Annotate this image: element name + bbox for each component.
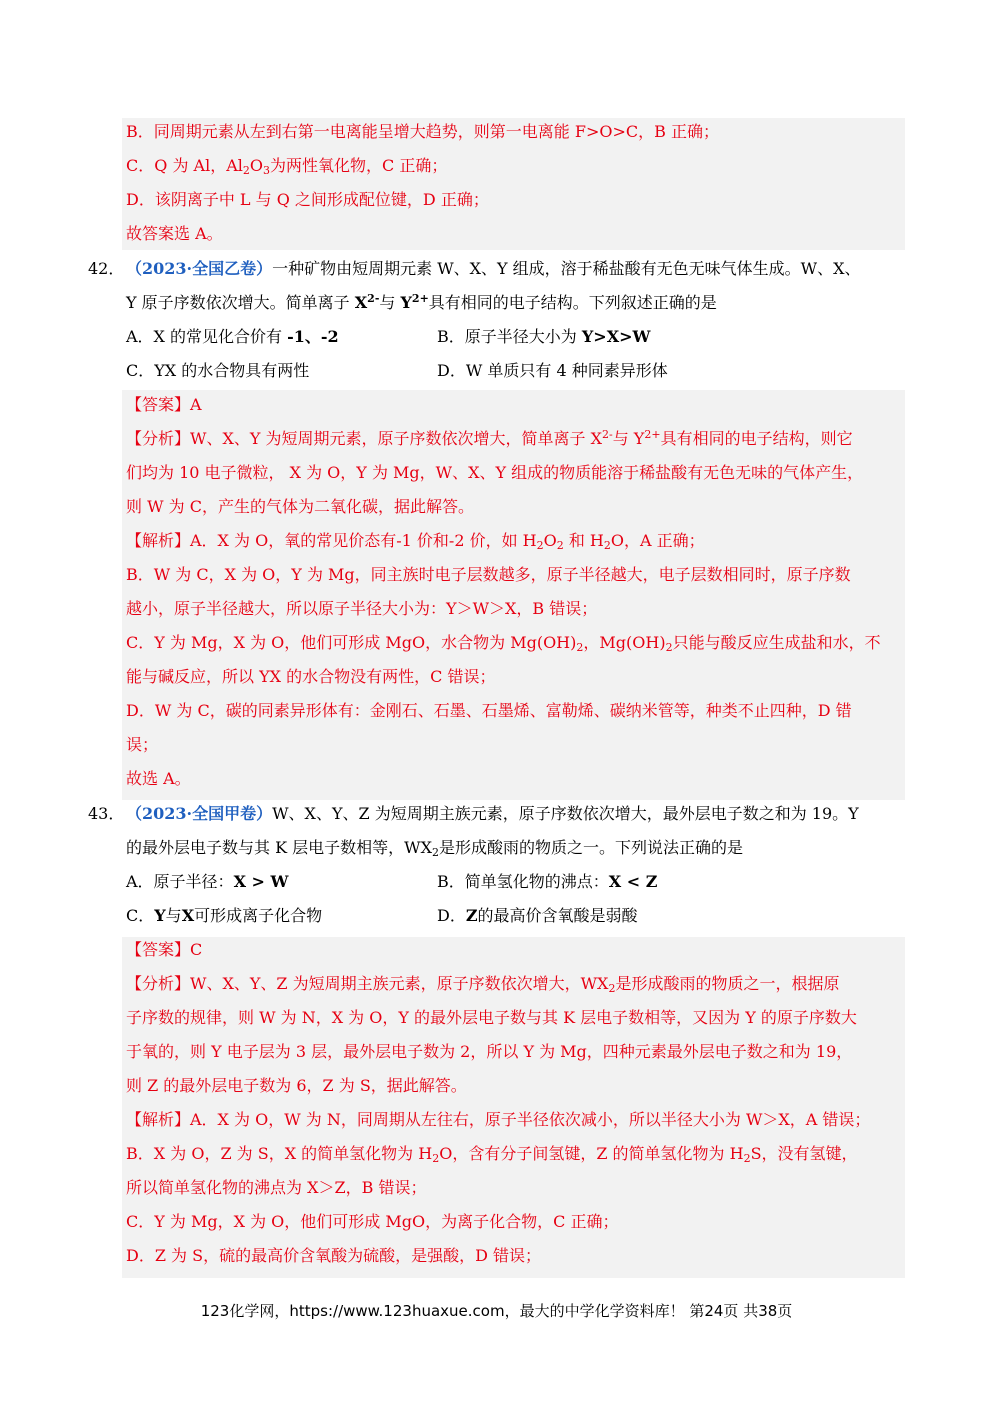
q42-analysis-line1: 【分析】W、X、Y 为短周期元素，原子序数依次增大，简单离子 $X^{2-}$与 $Y^{2+}$具有相同的电子结构，则它 (126, 428, 853, 448)
q42-explain-b-line1: B．W 为 C，X 为 O，Y 为 Mg，同主族时电子层数越多，原子半径越大，电子层数相同时，原子序数 (126, 565, 851, 584)
q43-analysis-line4: 则 Z 的最外层电子数为 6，Z 为 S，据此解答。 (126, 1076, 467, 1095)
q42-analysis-line2: 们均为 10 电子微粒， X 为 O，Y 为 Mg，W、X、Y 组成的物质能溶于稀盐酸有无色无味的气体产生， (126, 463, 864, 482)
prev-final-answer: 故答案选 A。 (126, 224, 223, 243)
q42-number: 42． (88, 259, 125, 278)
q43-analysis-line2: 子序数的规律，则 W 为 N，X 为 O，Y 的最外层电子数与其 K 层电子数相等，又因为 Y 的原子序数大 (126, 1008, 857, 1027)
q42-source: （2023·全国乙卷） (126, 259, 273, 278)
q43-analysis-line3: 于氧的，则 Y 电子层为 3 层，最外层电子数为 2，所以 Y 为 Mg，四种元素最外层电子数之和为 19， (126, 1042, 853, 1061)
q42-explain-c-line2: 能与碱反应，所以 YX 的水合物没有两性，C 错误； (126, 667, 496, 686)
q42-explain-a: 【解析】A．X 为 O，氧的常见价态有-1 价和-2 价，如 $H_2O_2$ 和 $H_2O$，A 正确； (126, 531, 705, 552)
page-footer: 123化学网，https://www.123huaxue.com，最大的中学化学资料库！ 第24页 共38页 (200, 1302, 793, 1320)
q43-explain-d: D．Z 为 S，硫的最高价含氧酸为硫酸，是强酸，D 错误； (126, 1246, 541, 1265)
q43-answer: 【答案】C (126, 940, 203, 959)
q42-explain-d-line2: 误； (126, 735, 159, 754)
q43-option-b: B．简单氢化物的沸点：X < Z (437, 872, 658, 891)
q43-number: 43． (88, 804, 125, 823)
q43-analysis-line1: 【分析】W、X、Y、Z 为短周期主族元素，原子序数依次增大，$WX_2$是形成酸雨的物质之一，根据原 (126, 974, 840, 995)
q42-answer: 【答案】A (126, 395, 202, 414)
q42-analysis-line3: 则 W 为 C，产生的气体为二氧化碳，据此解答。 (126, 497, 474, 516)
q43-explain-b-line2: 所以简单氢化物的沸点为 X＞Z，B 错误； (126, 1178, 427, 1197)
prev-explain-d: D．该阴离子中 L 与 Q 之间形成配位键，D 正确； (126, 190, 489, 209)
q42-explain-b-line2: 越小，原子半径越大，所以原子半径大小为：Y＞W＞X，B 错误； (126, 599, 598, 618)
q42-final-answer: 故选 A。 (126, 769, 191, 788)
prev-explain-b: B．同周期元素从左到右第一电离能呈增大趋势，则第一电离能 F>O>C，B 正确； (126, 122, 719, 141)
q42-answer-box (122, 390, 905, 800)
q43-source: （2023·全国甲卷） (126, 804, 273, 823)
q43-stem-line1: （2023·全国甲卷）W、X、Y、Z 为短周期主族元素，原子序数依次增大，最外层电子数之和为 19。Y (126, 804, 859, 823)
q43-option-c: C．Y与X可形成离子化合物 (126, 906, 323, 925)
q42-option-a: A．X 的常见化合价有 -1、-2 (126, 327, 339, 346)
prev-explain-c: C．Q 为 Al，$Al_2O_3$为两性氧化物，C 正确； (126, 156, 448, 177)
q42-stem-line2: Y 原子序数依次增大。简单离子 $X^{2-}$与 $Y^{2+}$具有相同的电子结构。下列叙述正确的是 (126, 292, 717, 312)
q42-explain-d-line1: D．W 为 C，碳的同素异形体有：金刚石、石墨、石墨烯、富勒烯、碳纳米管等，种类不止四种，D 错 (126, 701, 852, 720)
q43-explain-a: 【解析】A．X 为 O，W 为 N，同周期从左往右，原子半径依次减小，所以半径大小为 W＞X，A 错误； (126, 1110, 871, 1129)
q42-stem-line1: （2023·全国乙卷）一种矿物由短周期元素 W、X、Y 组成，溶于稀盐酸有无色无味气体生成。W、X、 (126, 259, 861, 278)
q43-option-a: A．原子半径：X > W (126, 872, 289, 891)
q43-option-d: D．Z的最高价含氧酸是弱酸 (437, 906, 638, 925)
q42-explain-c-line1: C．Y 为 Mg，X 为 O，他们可形成 MgO，水合物为 $Mg(OH)_2$，$Mg(OH)_2$只能与酸反应生成盐和水，不 (126, 633, 881, 654)
q43-explain-b-line1: B．X 为 O，Z 为 S，X 的简单氢化物为 $H_2O$，含有分子间氢键，Z 的简单氢化物为 $H_2S$，没有氢键， (126, 1144, 858, 1165)
q43-stem-line2: 的最外层电子数与其 K 层电子数相等，$WX_2$是形成酸雨的物质之一。下列说法正确的是 (126, 838, 743, 859)
q42-option-b: B．原子半径大小为 Y>X>W (437, 327, 651, 346)
q43-explain-c: C．Y 为 Mg，X 为 O，他们可形成 MgO，为离子化合物，C 正确； (126, 1212, 619, 1231)
q42-option-d: D．W 单质只有 4 种同素异形体 (437, 361, 668, 380)
q42-option-c: C．YX 的水合物具有两性 (126, 361, 310, 380)
